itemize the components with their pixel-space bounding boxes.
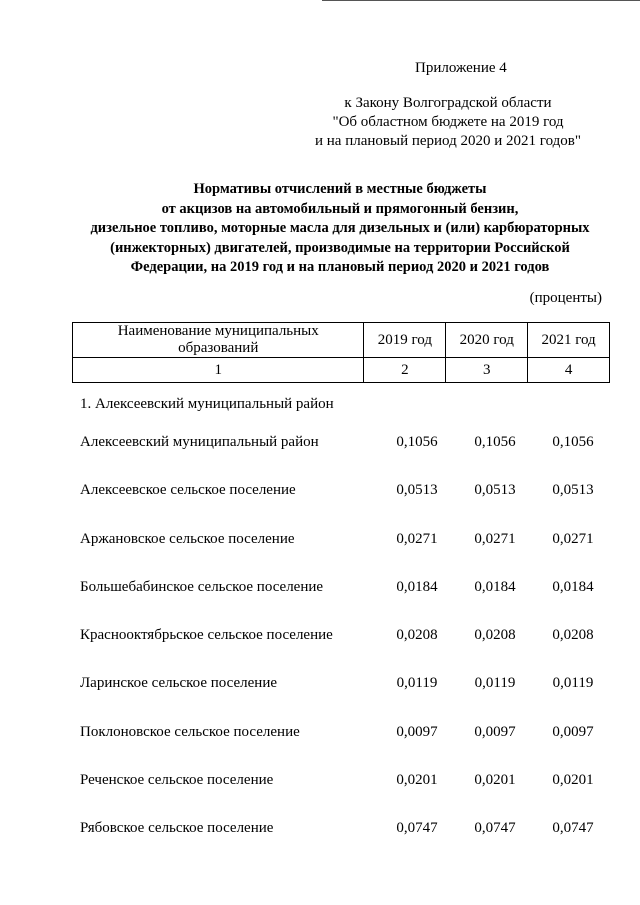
column-number: 2 <box>364 358 446 383</box>
value-2021: 0,0184 <box>552 578 594 595</box>
municipality-name: Рябовское сельское поселение <box>80 820 274 837</box>
appendix-label: Приложение 4 <box>415 60 507 76</box>
section-heading: 1. Алексеевский муниципальный район <box>80 396 334 412</box>
table-row <box>80 434 610 482</box>
value-2021: 0,1056 <box>552 434 594 450</box>
table-row <box>80 531 610 579</box>
value-2021: 0,0747 <box>552 820 594 837</box>
column-header-2019: 2019 год <box>364 323 446 358</box>
value-2021: 0,0513 <box>552 482 594 499</box>
data-rows <box>80 434 610 869</box>
municipality-name: Реченское сельское поселение <box>80 772 274 789</box>
law-line: "Об областном бюджете на 2019 год <box>332 114 564 130</box>
value-2019: 0,0119 <box>396 675 438 692</box>
table-row <box>80 724 610 772</box>
municipality-name: Большебабинское сельское поселение <box>80 578 324 595</box>
top-rule <box>322 0 640 1</box>
value-2019: 0,0097 <box>396 723 438 740</box>
value-2019: 0,0201 <box>396 772 438 789</box>
column-header-2021: 2021 год <box>528 323 610 358</box>
municipality-name: Ларинское сельское поселение <box>80 675 278 692</box>
title-line: Федерации, на 2019 год и на плановый период 2020 и 2021 годов <box>130 259 550 275</box>
value-2019: 0,1056 <box>396 434 438 450</box>
value-2020: 0,0119 <box>474 675 516 692</box>
law-line: к Закону Волгоградской области <box>344 95 552 111</box>
table-row <box>80 675 610 723</box>
table-row <box>80 482 610 530</box>
table-header <box>72 322 610 383</box>
document-title <box>60 180 620 278</box>
table-row <box>80 772 610 820</box>
value-2021: 0,0208 <box>552 627 594 644</box>
value-2019: 0,0208 <box>396 627 438 644</box>
municipality-name: Алексеевский муниципальный район <box>80 434 319 450</box>
value-2020: 0,0747 <box>474 820 516 837</box>
title-line: от акцизов на автомобильный и прямогонный бензин, <box>161 200 519 217</box>
value-2019: 0,0513 <box>396 482 438 499</box>
title-line: (инжекторных) двигателей, производимые на территории Российской <box>110 239 570 256</box>
table-row <box>80 579 610 627</box>
value-2021: 0,0097 <box>552 723 594 740</box>
column-number: 3 <box>446 358 528 383</box>
value-2021: 0,0119 <box>552 675 594 692</box>
value-2019: 0,0184 <box>396 578 438 595</box>
municipality-name: Аржановское сельское поселение <box>80 530 295 547</box>
table-row <box>80 820 610 868</box>
value-2021: 0,0271 <box>552 530 594 547</box>
law-reference <box>298 94 598 151</box>
municipality-name: Алексеевское сельское поселение <box>80 482 296 499</box>
title-line: дизельное топливо, моторные масла для дизельных и (или) карбюраторных <box>90 220 590 236</box>
value-2019: 0,0747 <box>396 820 438 837</box>
value-2020: 0,0271 <box>474 530 516 547</box>
value-2020: 0,0513 <box>474 482 516 499</box>
value-2020: 0,0201 <box>474 772 516 789</box>
law-line: и на плановый период 2020 и 2021 годов" <box>315 133 581 149</box>
column-number: 4 <box>528 358 610 383</box>
municipality-name: Поклоновское сельское поселение <box>80 723 300 740</box>
value-2020: 0,0097 <box>474 723 516 740</box>
column-header-name: Наименование муниципальных образований <box>73 323 364 358</box>
municipality-name: Краснооктябрьское сельское поселение <box>80 627 333 644</box>
title-line: Нормативы отчислений в местные бюджеты <box>193 181 487 197</box>
value-2019: 0,0271 <box>396 530 438 547</box>
units-label: (проценты) <box>529 290 602 306</box>
value-2020: 0,0208 <box>474 627 516 644</box>
value-2020: 0,1056 <box>474 434 516 450</box>
column-number: 1 <box>73 358 364 383</box>
value-2021: 0,0201 <box>552 772 594 789</box>
value-2020: 0,0184 <box>474 578 516 595</box>
column-header-2020: 2020 год <box>446 323 528 358</box>
table-row <box>80 627 610 675</box>
